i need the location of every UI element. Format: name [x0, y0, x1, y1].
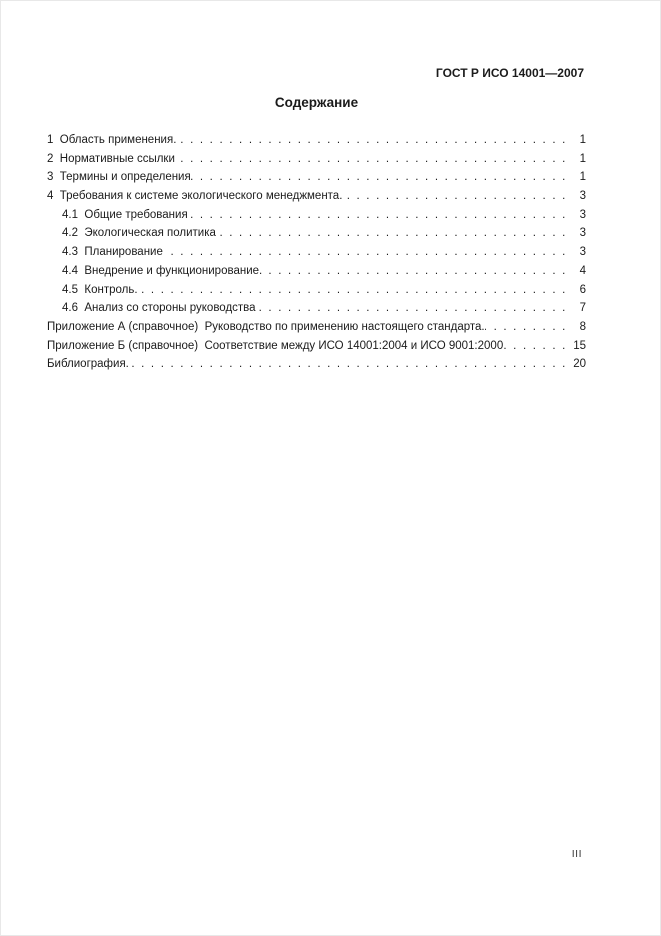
toc-leader-dots	[191, 168, 570, 187]
toc-leader-dots	[188, 206, 570, 225]
toc-entry-title: 4.4 Внедрение и функционирование.	[62, 264, 263, 277]
toc-leader-dots	[129, 355, 570, 374]
table-of-contents	[47, 131, 586, 374]
toc-entry-title: Приложение А (справочное) Руководство по применению настоящего стандарта.	[47, 320, 485, 333]
toc-entry-title: 4 Требования к системе экологического менеджмента.	[47, 190, 343, 203]
toc-entry-title: 4.5 Контроль.	[62, 283, 138, 296]
toc-row	[47, 224, 586, 243]
toc-entry-page: 7	[579, 302, 586, 315]
toc-entry-title: 4.6 Анализ со стороны руководства	[62, 302, 256, 315]
toc-row	[47, 187, 586, 206]
toc-row	[47, 337, 586, 356]
toc-entry-page: 1	[579, 171, 586, 184]
toc-entry-title: Библиография.	[47, 358, 129, 371]
toc-entry-page: 1	[579, 152, 586, 165]
toc-entry-page: 8	[579, 320, 586, 333]
toc-leader-dots	[176, 131, 570, 150]
toc-entry-title: 1 Область применения.	[47, 134, 177, 146]
toc-leader-dots	[163, 243, 570, 262]
toc-entry-page: 20	[573, 358, 586, 371]
toc-row	[47, 206, 586, 225]
toc-row	[47, 168, 586, 187]
toc-entry-page: 3	[579, 246, 586, 259]
toc-entry-page: 3	[579, 190, 586, 203]
toc-leader-dots	[256, 299, 570, 318]
toc-entry-page: 6	[579, 283, 586, 296]
toc-leader-dots	[342, 187, 570, 206]
toc-row	[47, 299, 586, 318]
toc-leader-dots	[262, 262, 570, 281]
toc-entry-title: 4.3 Планирование	[62, 246, 163, 259]
toc-entry-title: 3 Термины и определения	[47, 171, 191, 184]
toc-entry-page: 3	[579, 208, 586, 221]
toc-entry-title: 4.2 Экологическая политика	[62, 227, 216, 240]
toc-row	[47, 318, 586, 337]
toc-leader-dots	[503, 337, 570, 356]
toc-row	[47, 150, 586, 169]
toc-leader-dots	[485, 318, 570, 337]
toc-entry-title: 4.1 Общие требования	[62, 208, 188, 221]
toc-leader-dots	[138, 281, 570, 300]
toc-leader-dots	[175, 150, 570, 169]
toc-entry-page: 1	[579, 134, 586, 146]
toc-entry-page: 3	[579, 227, 586, 240]
toc-row	[47, 262, 586, 281]
toc-row	[47, 355, 586, 374]
toc-entry-page: 4	[579, 264, 586, 277]
toc-entry-title: 2 Нормативные ссылки	[47, 152, 175, 165]
toc-row	[47, 243, 586, 262]
toc-entry-page: 15	[573, 339, 586, 352]
toc-leader-dots	[216, 224, 570, 243]
folio-page-number: III	[571, 848, 582, 860]
toc-row	[47, 281, 586, 300]
page-title: Содержание	[274, 95, 359, 110]
document-header-designation: ГОСТ Р ИСО 14001—2007	[435, 66, 584, 80]
toc-entry-title: Приложение Б (справочное) Соответствие между ИСО 14001:2004 и ИСО 9001:2000	[47, 339, 504, 352]
toc-row	[47, 131, 586, 150]
